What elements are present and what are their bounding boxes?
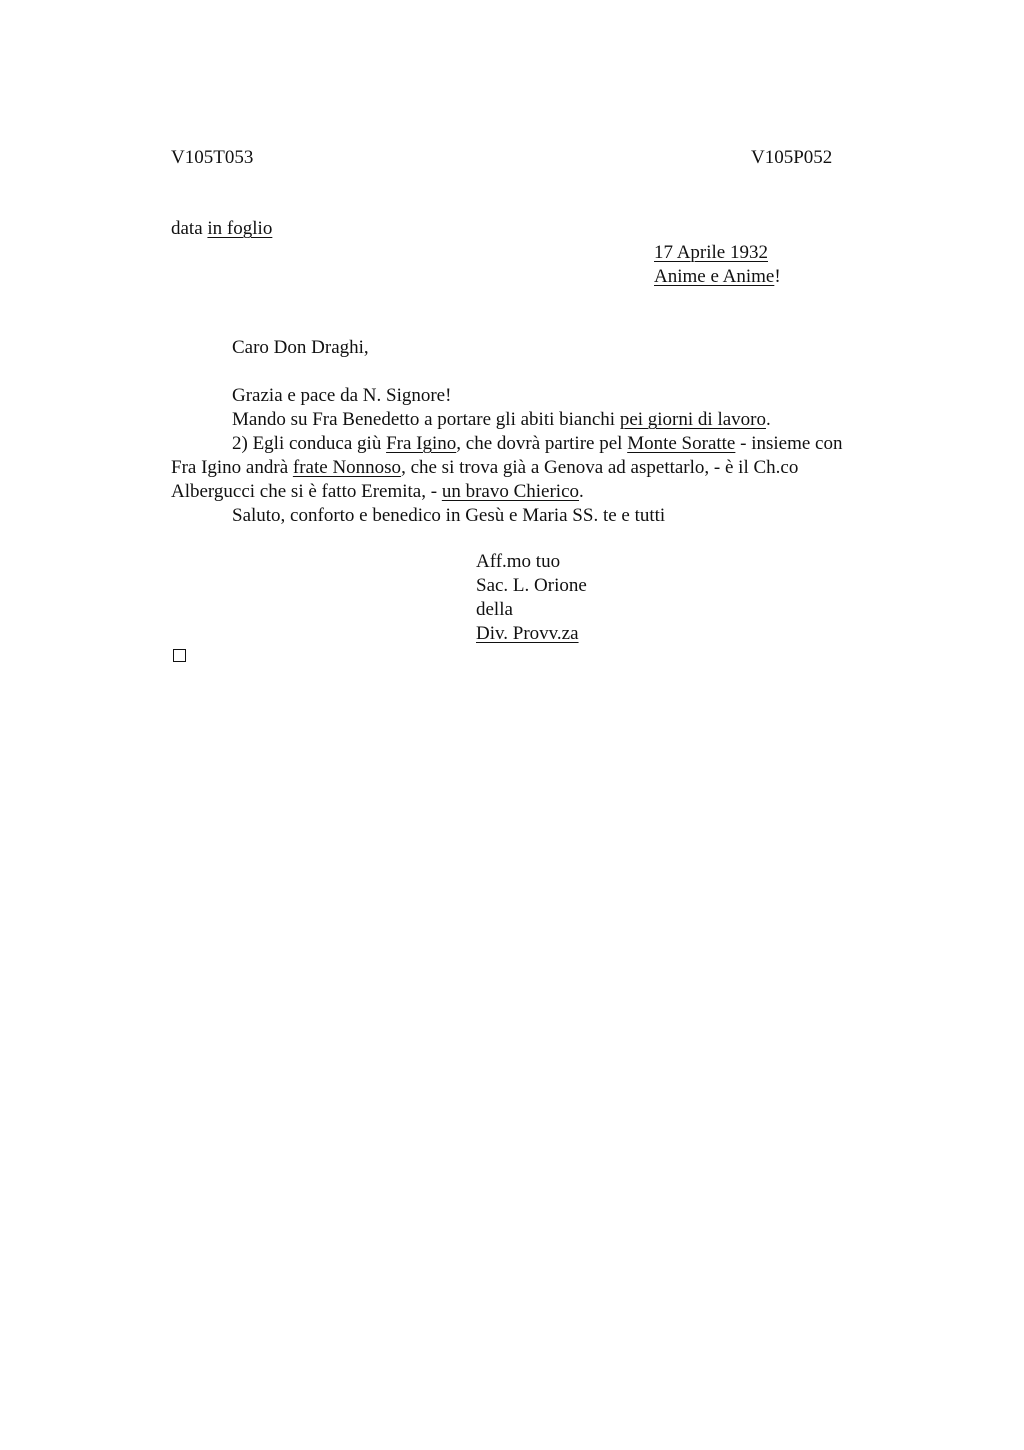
letter-closing-line: Saluto, conforto e benedico in Gesù e Maria SS. te e tutti	[232, 505, 666, 526]
date-note-underlined: in foglio	[207, 218, 273, 239]
salutation: Caro Don Draghi,	[232, 337, 369, 358]
underlined-span: Monte Soratte	[627, 433, 736, 454]
underlined-span: un bravo Chierico	[441, 481, 580, 502]
letter-paragraph-2-line-1	[171, 432, 901, 456]
signature-block	[476, 550, 587, 646]
text-span: - insieme con	[735, 433, 843, 454]
date-note	[171, 217, 272, 241]
text-span: .	[579, 481, 584, 502]
date-note-prefix: data	[171, 218, 208, 239]
letter-paragraph-2-line-2	[171, 456, 901, 480]
letter-paragraph-2-line-3	[171, 480, 901, 504]
end-marker-square-icon	[173, 649, 186, 662]
text-span: Mando su Fra Benedetto a portare gli abiti bianchi	[232, 409, 620, 430]
signature-line-4: Div. Provv.za	[476, 623, 579, 644]
signature-line-1: Aff.mo tuo	[476, 551, 561, 572]
letter-greeting: Grazia e pace da N. Signore!	[232, 385, 452, 406]
text-span: 2) Egli conduca giù	[232, 433, 387, 454]
underlined-span: frate Nonnoso	[292, 457, 402, 478]
document-reference-left: V105T053	[171, 147, 254, 168]
letter-motto-underlined: Anime e Anime	[654, 266, 775, 287]
date-block	[654, 241, 781, 289]
underlined-span: pei giorni di lavoro	[619, 409, 766, 430]
letter-motto-suffix: !	[774, 266, 781, 287]
underlined-span: Fra Igino	[386, 433, 457, 454]
letter-motto	[654, 265, 781, 289]
text-span: Fra Igino andrà	[171, 457, 293, 478]
text-span: Albergucci che si è fatto Eremita, -	[171, 481, 442, 502]
letter-body	[171, 384, 901, 528]
letter-paragraph-1	[171, 408, 901, 432]
text-span: .	[765, 409, 771, 430]
signature-line-3: della	[476, 599, 513, 620]
document-reference-right: V105P052	[751, 147, 833, 168]
signature-line-2: Sac. L. Orione	[476, 575, 587, 596]
letter-date: 17 Aprile 1932	[654, 242, 768, 263]
text-span: , che si trova già a Genova ad aspettarlo, - è il Ch.co	[401, 457, 799, 478]
text-span: , che dovrà partire pel	[456, 433, 628, 454]
